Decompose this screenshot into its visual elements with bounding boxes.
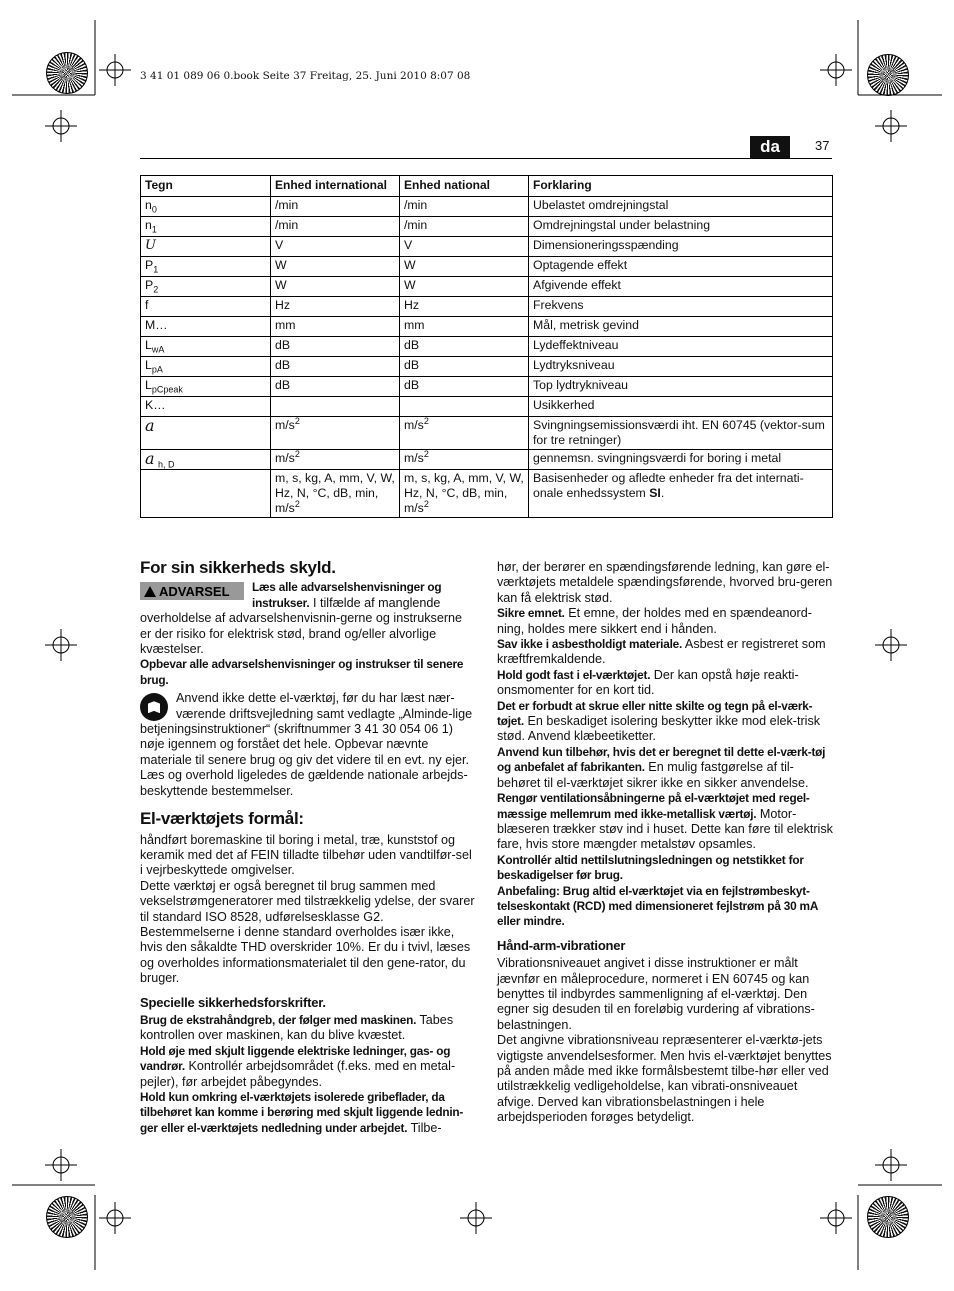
table-row — [141, 357, 833, 377]
safety-rule: Rengør ventilationsåbningerne på el-værktøjet med regel-mæssige mellemrum med ikke-metallisk værtøj. Motor-blæseren trækker støv ind i huset. Dette kan føre til elektrisk fare, hvis store mængder metalstøv opsamles. — [497, 791, 833, 852]
crosshair-icon — [45, 629, 77, 661]
symbol: K… — [145, 398, 166, 412]
safety-rule: Hold godt fast i el-værktøjet. Der kan opstå høje reakti-onsmomenter for en kort tid. — [497, 667, 799, 698]
unit-international: /min — [271, 197, 400, 217]
right-column — [497, 560, 833, 1126]
explanation: Lydeffektniveau — [529, 337, 833, 357]
crosshair-icon — [875, 110, 907, 142]
symbol-subscript: 1 — [153, 264, 159, 275]
explanation: Lydtryksniveau — [529, 357, 833, 377]
superscript: 2 — [294, 448, 300, 459]
unit-international: V — [271, 237, 400, 257]
explanation: Afgivende effekt — [529, 277, 833, 297]
unit-international: dB — [271, 357, 400, 377]
explanation: Basisenheder og afledte enheder fra det internati-onale enhedssystem — [533, 471, 804, 500]
table-row — [141, 337, 833, 357]
unit-national: V — [400, 237, 529, 257]
explanation-bold: SI — [649, 486, 661, 500]
superscript: 2 — [294, 498, 300, 509]
explanation: Dimensioneringsspænding — [529, 237, 833, 257]
crosshair-icon — [820, 54, 852, 86]
table-row — [141, 297, 833, 317]
unit-international: mm — [271, 317, 400, 337]
unit-national — [400, 397, 529, 417]
keep-instructions: Opbevar alle advarselshenvisninger og instrukser til senere brug. — [140, 657, 464, 687]
explanation: Optagende effekt — [529, 257, 833, 277]
table-row — [141, 397, 833, 417]
symbol: f — [145, 298, 149, 312]
explanation: Usikkerhed — [529, 397, 833, 417]
page-number: 37 — [815, 138, 830, 153]
warning-paragraph: ADVARSEL Læs alle advarselshenvisninger og instrukser. I tilfælde af manglende overholdelse af advarselshenvisnin-gerne og instrukserne er der risiko for elektrisk stød, brand og/eller alvorlige kvæstelser. — [140, 580, 463, 657]
unit-national: m, s, kg, A, mm, V, W, Hz, N, °C, dB, min, m/s — [404, 471, 524, 515]
symbol: n — [145, 198, 152, 212]
explanation: Ubelastet omdrejningstal — [529, 197, 833, 217]
table-header-row — [141, 176, 833, 197]
unit-national: W — [400, 277, 529, 297]
unit-international: Hz — [271, 297, 400, 317]
crosshair-icon — [99, 1202, 131, 1234]
crosshair-icon — [99, 54, 131, 86]
safety-rule: Anbefaling: Brug altid el-værktøjet via en fejlstrømbeskyt-telseskontakt (RCD) med dimensioneret fejlstrøm på 30 mA eller mindre. — [497, 883, 818, 929]
symbol: a — [145, 416, 155, 435]
crosshair-icon — [820, 1202, 852, 1234]
header-rule — [140, 158, 832, 159]
table-header-cell: Tegn — [141, 176, 271, 197]
superscript: 2 — [423, 415, 429, 426]
symbol-subscript: h, D — [157, 459, 175, 470]
unit-international: dB — [271, 377, 400, 397]
table-row — [141, 450, 833, 470]
table-header-cell: Enhed international — [271, 176, 400, 197]
safety-rule: Hold kun omkring el-værktøjets isolerede gribeflader, da tilbehøret kan komme i berøring med skjult liggende lednin-ger eller el-værktøjets nedledning under arbejdet. Tilbe- — [140, 1090, 464, 1135]
explanation: Omdrejningstal under belastning — [529, 217, 833, 237]
crosshair-icon — [460, 1202, 492, 1234]
unit-national: W — [400, 257, 529, 277]
language-badge: da — [750, 136, 790, 158]
generator-paragraph: Dette værktøj er også beregnet til brug sammen med vekselstrømgeneratorer med tilstrækkelig ydelse, der svarer til standard ISO 8528, udførelsesklasse G2. Bestemmelserne i denne standard overholdes især ikke, hvis den såkaldte THD overskrider 10%. Er du i tvivl, læses og overholdes informationsmaterialet til den gene-rator, du bruger. — [140, 878, 475, 986]
symbol: n — [145, 218, 152, 232]
purpose-paragraph: håndført boremaskine til boring i metal, træ, kunststof og keramik med det af FEIN tilladte tilbehør uden vandtilfør-sel i vejrbeskyttede omgivelser. — [140, 832, 472, 878]
crosshair-icon — [875, 1149, 907, 1181]
symbol: P — [145, 258, 154, 272]
safety-rule: Kontrollér altid nettilslutningsledningen og netstikket for beskadigelser før brug. — [497, 852, 804, 883]
symbol-subscript: 2 — [153, 284, 159, 295]
vibration-paragraph: Vibrationsniveauet angivet i disse instruktioner er målt jævnfør en måleprocedure, normeret i EN 60745 og kan benyttes til indbyrdes sammenligning af el-værktøj. Den egner sig desuden til en foreløbig vurdering af vibrations-belastningen. — [497, 956, 815, 1032]
unit-international: dB — [271, 337, 400, 357]
national-regulations: Læs og overhold ligeledes de gældende nationale arbejds-beskyttende bestemmelser. — [140, 768, 468, 798]
symbol-subscript: pCpeak — [151, 384, 183, 395]
continued-paragraph: hør, der berører en spændingsførende ledning, kan gøre el-værktøjets metaldele spændingsførende, hvorved bru-geren kan få elektrisk stød. — [497, 560, 833, 605]
table-row — [141, 377, 833, 397]
explanation: Frekvens — [529, 297, 833, 317]
safety-rule: Sav ikke i asbestholdigt materiale. Asbest er registreret som kræftfremkaldende. — [497, 637, 826, 667]
unit-international: W — [271, 277, 400, 297]
symbol: a — [145, 449, 155, 468]
table-row — [141, 417, 833, 450]
symbol: L — [145, 378, 152, 392]
table-row — [141, 317, 833, 337]
manual-paragraph: Anvend ikke dette el-værktøj, før du har læst nær-værende driftsvejledning samt vedlagte „Alminde-lige betjeningsinstruktioner“ (skriftnummer 3 41 30 054 06 1) nøje igennem og forstået det hele. Opbevar nævnte materiale til senere brug og giv det videre til en evt. ny ejer. — [140, 691, 473, 767]
unit-national: mm — [400, 317, 529, 337]
superscript: 2 — [423, 448, 429, 459]
symbol-table — [140, 175, 833, 518]
explanation: Top lydtrykniveau — [529, 377, 833, 397]
crosshair-icon — [45, 110, 77, 142]
safety-rule: Brug de ekstrahåndgreb, der følger med maskinen. Tabes kontrollen over maskinen, kan du blive kvæstet. — [140, 1012, 454, 1043]
superscript: 2 — [294, 415, 300, 426]
safety-rule: Sikre emnet. Et emne, der holdes med en spændeanord-ning, holdes mere sikkert end i hånden. — [497, 606, 812, 636]
section-heading-safety: For sin sikkerheds skyld. — [140, 558, 336, 577]
section-heading-hand-arm: Hånd-arm-vibrationer — [497, 937, 626, 953]
unit-national: m/s — [404, 451, 424, 465]
unit-national: /min — [400, 217, 529, 237]
file-meta-line: 3 41 01 089 06 0.book Seite 37 Freitag, 25. Juni 2010 8:07 08 — [140, 70, 471, 82]
unit-national: dB — [400, 377, 529, 397]
safety-rule: Anvend kun tilbehør, hvis det er beregnet til dette el-værk-tøj og anbefalet af fabrikanten. En mulig fastgørelse af til-behøret til el-værktøjet sikrer ikke en sikker anvendelse. — [497, 744, 826, 790]
unit-international: m, s, kg, A, mm, V, W, Hz, N, °C, dB, min, m/s — [275, 471, 395, 515]
symbol-subscript: 1 — [151, 224, 157, 235]
table-header-cell: Enhed national — [400, 176, 529, 197]
unit-national: /min — [400, 197, 529, 217]
table-row — [141, 217, 833, 237]
symbol: L — [145, 338, 152, 352]
unit-international — [271, 397, 400, 417]
symbol-subscript: pA — [151, 364, 163, 375]
table-row — [141, 197, 833, 217]
symbol-subscript: wA — [151, 344, 165, 355]
safety-rule: Det er forbudt at skrue eller nitte skilte og tegn på el-værk-tøjet. En beskadiget isolering beskytter ikke mod elek-trisk stød. Anvend klæbeetiketter. — [497, 698, 821, 744]
safety-rule: Hold øje med skjult liggende elektriske ledninger, gas- og vandrør. Kontrollér arbejdsområdet (f.eks. med en metal-pejler), før arbejdet påbegyndes. — [140, 1043, 456, 1089]
table-row — [141, 257, 833, 277]
warning-triangle-icon — [144, 586, 156, 597]
symbol: P — [145, 278, 154, 292]
unit-national: dB — [400, 357, 529, 377]
superscript: 2 — [423, 498, 429, 509]
explanation: Svingningsemissionsværdi iht. EN 60745 (vektor-sum for tre retninger) — [529, 417, 833, 450]
unit-international: m/s — [275, 418, 295, 432]
left-column — [140, 560, 476, 1136]
unit-international: W — [271, 257, 400, 277]
section-heading-special: Specielle sikkerhedsforskrifter. — [140, 994, 326, 1010]
unit-national: Hz — [400, 297, 529, 317]
explanation: Mål, metrisk gevind — [529, 317, 833, 337]
table-header-cell: Forklaring — [529, 176, 833, 197]
unit-national: m/s — [404, 418, 424, 432]
vibration-paragraph: Det angivne vibrationsniveau repræsenterer el-værktø-jets vigtigste anvendelsesformer. Men hvis el-værktøjet benyttes på anden måde med ikke formålsbestemt tilbe-hør eller ved utilstrækkelig vedligeholdelse, kan vibrati-onsniveauet afvige. Derved kan vibrationsbelastningen i hele arbejdsperioden forøges betydeligt. — [497, 1033, 832, 1125]
unit-national: dB — [400, 337, 529, 357]
symbol: U — [145, 238, 156, 253]
crosshair-icon — [45, 1149, 77, 1181]
symbol: M… — [145, 318, 168, 332]
crosshair-icon — [875, 629, 907, 661]
symbol-subscript: 0 — [151, 204, 157, 215]
table-row — [141, 277, 833, 297]
read-manual-icon — [140, 693, 168, 721]
warning-label: ADVARSEL — [140, 582, 244, 600]
section-heading-purpose: El-værktøjets formål: — [140, 809, 304, 829]
table-row — [141, 237, 833, 257]
table-row: m, s, kg, A, mm, V, W, Hz, N, °C, dB, min, $m/s^2$ m, s, kg, A, mm, V, W, Hz, N, °C, dB, min, $m/s^2$ Basisenheder og afledte enheder fra det internati-onale enhedssystem SI. — [141, 470, 833, 518]
explanation: gennemsn. svingningsværdi for boring i metal — [529, 450, 833, 470]
unit-international: /min — [271, 217, 400, 237]
unit-international: m/s — [275, 451, 295, 465]
symbol: L — [145, 358, 152, 372]
